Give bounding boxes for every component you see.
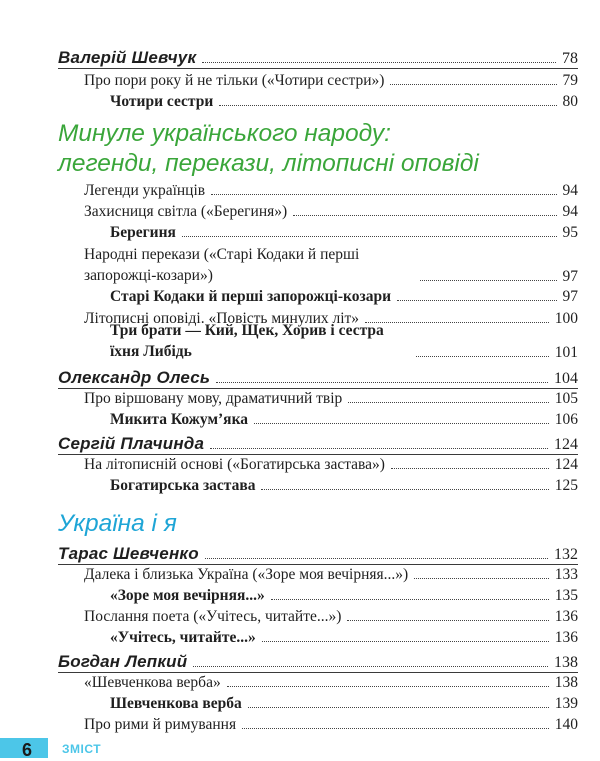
dot-leader bbox=[416, 356, 549, 357]
topic-title: Легенди українців bbox=[84, 182, 206, 199]
topic-title: Народні перекази («Старі Кодаки й перші запорожці-козари») bbox=[84, 246, 360, 284]
topic-title: Літописні оповіді. «Повість минулих літ» bbox=[84, 310, 360, 327]
page-number: 139 bbox=[554, 695, 578, 712]
toc-topic-entry[interactable] bbox=[0, 244, 600, 286]
section-title: Україна і я bbox=[58, 510, 177, 537]
topic-title: Про рими й римування bbox=[84, 716, 237, 733]
work-title: «Зоре моя вечірняя...» bbox=[110, 587, 265, 604]
topic-title: Про пори року й не тільки («Чотири сестри») bbox=[84, 72, 385, 89]
page-number: 132 bbox=[554, 546, 578, 563]
dot-leader bbox=[397, 300, 556, 301]
page-number: 97 bbox=[562, 268, 578, 285]
work-title: Три брати — Кий, Щек, Хорив і сестра їхня Либідь bbox=[110, 322, 384, 360]
dot-leader bbox=[182, 236, 557, 237]
footer-section-label: ЗМІСТ bbox=[62, 742, 102, 756]
dot-leader bbox=[210, 448, 548, 449]
toc-work-entry[interactable] bbox=[0, 626, 600, 647]
topic-title: На літописній основі («Богатирська застава») bbox=[84, 456, 385, 473]
toc-topic-entry[interactable] bbox=[0, 388, 600, 408]
dot-leader bbox=[348, 402, 548, 403]
dot-leader bbox=[219, 105, 556, 106]
toc-topic-entry[interactable] bbox=[0, 672, 600, 692]
section-title-continued: легенди, перекази, літописні оповіді bbox=[58, 150, 479, 177]
work-title: Старі Кодаки й перші запорожці-козари bbox=[110, 288, 392, 305]
work-title: «Учітесь, читайте...» bbox=[110, 629, 256, 646]
dot-leader bbox=[262, 641, 549, 642]
toc-author-entry[interactable] bbox=[0, 366, 600, 388]
page-number: 78 bbox=[562, 50, 578, 67]
page-number: 125 bbox=[554, 477, 578, 494]
toc-topic-entry[interactable] bbox=[0, 606, 600, 626]
page-number: 106 bbox=[554, 411, 578, 428]
author-name: Сергій Плачинда bbox=[58, 434, 205, 453]
page-number: 124 bbox=[554, 436, 578, 453]
work-title: Шевченкова верба bbox=[110, 695, 242, 712]
page-number: 138 bbox=[554, 654, 578, 671]
page-number: 105 bbox=[554, 390, 578, 407]
page-number: 124 bbox=[554, 456, 578, 473]
work-title: Чотири сестри bbox=[110, 93, 214, 110]
topic-title: «Шевченкова верба» bbox=[84, 674, 221, 691]
page-number: 101 bbox=[554, 344, 578, 361]
dot-leader bbox=[211, 194, 556, 195]
page-number: 138 bbox=[554, 674, 578, 691]
dot-leader bbox=[420, 280, 557, 281]
author-name: Олександр Олесь bbox=[58, 368, 211, 387]
page-number: 97 bbox=[562, 288, 578, 305]
page-number: 104 bbox=[554, 370, 578, 387]
author-name: Тарас Шевченко bbox=[58, 544, 199, 563]
toc-topic-entry[interactable] bbox=[0, 180, 600, 200]
page-number: 100 bbox=[554, 310, 578, 327]
toc-author-entry[interactable] bbox=[0, 542, 600, 564]
dot-leader bbox=[227, 686, 549, 687]
toc-topic-entry[interactable] bbox=[0, 70, 600, 90]
dot-leader bbox=[193, 666, 548, 667]
toc-work-entry[interactable] bbox=[0, 286, 600, 306]
author-name: Богдан Лепкий bbox=[58, 652, 188, 671]
work-title: Микита Кожум’яка bbox=[110, 411, 249, 428]
toc-work-entry[interactable] bbox=[0, 474, 600, 495]
dot-leader bbox=[391, 468, 549, 469]
toc-work-entry[interactable] bbox=[0, 408, 600, 429]
topic-title: Послання поета («Учітесь, читайте...») bbox=[84, 608, 342, 625]
toc-topic-entry[interactable] bbox=[0, 454, 600, 474]
page-number: 136 bbox=[554, 608, 578, 625]
dot-leader bbox=[347, 620, 548, 621]
page-number: 140 bbox=[554, 716, 578, 733]
page-number: 136 bbox=[554, 629, 578, 646]
work-title: Берегиня bbox=[110, 224, 176, 241]
toc-author-entry[interactable] bbox=[0, 650, 600, 672]
section-title: Минуле українського народу: bbox=[58, 120, 391, 147]
toc-work-entry[interactable] bbox=[0, 222, 600, 242]
dot-leader bbox=[242, 728, 549, 729]
toc-work-entry[interactable] bbox=[0, 584, 600, 605]
dot-leader bbox=[293, 215, 556, 216]
toc-work-entry[interactable] bbox=[0, 90, 600, 111]
author-underline bbox=[58, 68, 578, 69]
page-number: 79 bbox=[562, 72, 578, 89]
toc-topic-entry[interactable] bbox=[0, 714, 600, 734]
page-number: 133 bbox=[554, 566, 578, 583]
dot-leader bbox=[205, 558, 548, 559]
page-number: 94 bbox=[562, 203, 578, 220]
dot-leader bbox=[271, 599, 549, 600]
dot-leader bbox=[390, 84, 556, 85]
footer-page-number: 6 bbox=[22, 740, 33, 760]
topic-title: Захисниця світла («Берегиня») bbox=[84, 203, 288, 220]
author-name: Валерій Шевчук bbox=[58, 48, 197, 67]
toc-author-entry[interactable] bbox=[0, 432, 600, 454]
dot-leader bbox=[248, 707, 549, 708]
work-title: Богатирська застава bbox=[110, 477, 256, 494]
page-number: 135 bbox=[554, 587, 578, 604]
dot-leader bbox=[414, 578, 549, 579]
page-number: 94 bbox=[562, 182, 578, 199]
dot-leader bbox=[202, 62, 556, 63]
toc-topic-entry[interactable] bbox=[0, 200, 600, 221]
page-number: 80 bbox=[562, 93, 578, 110]
dot-leader bbox=[254, 423, 549, 424]
dot-leader bbox=[261, 489, 548, 490]
toc-work-entry[interactable] bbox=[0, 320, 600, 362]
topic-title: Далека і близька Україна («Зоре моя вечірняя...») bbox=[84, 566, 409, 583]
toc-topic-entry[interactable] bbox=[0, 564, 600, 584]
toc-work-entry[interactable] bbox=[0, 692, 600, 713]
dot-leader bbox=[216, 382, 548, 383]
toc-author-entry[interactable] bbox=[0, 46, 600, 68]
page-number: 95 bbox=[562, 224, 578, 241]
topic-title: Про віршовану мову, драматичний твір bbox=[84, 390, 343, 407]
